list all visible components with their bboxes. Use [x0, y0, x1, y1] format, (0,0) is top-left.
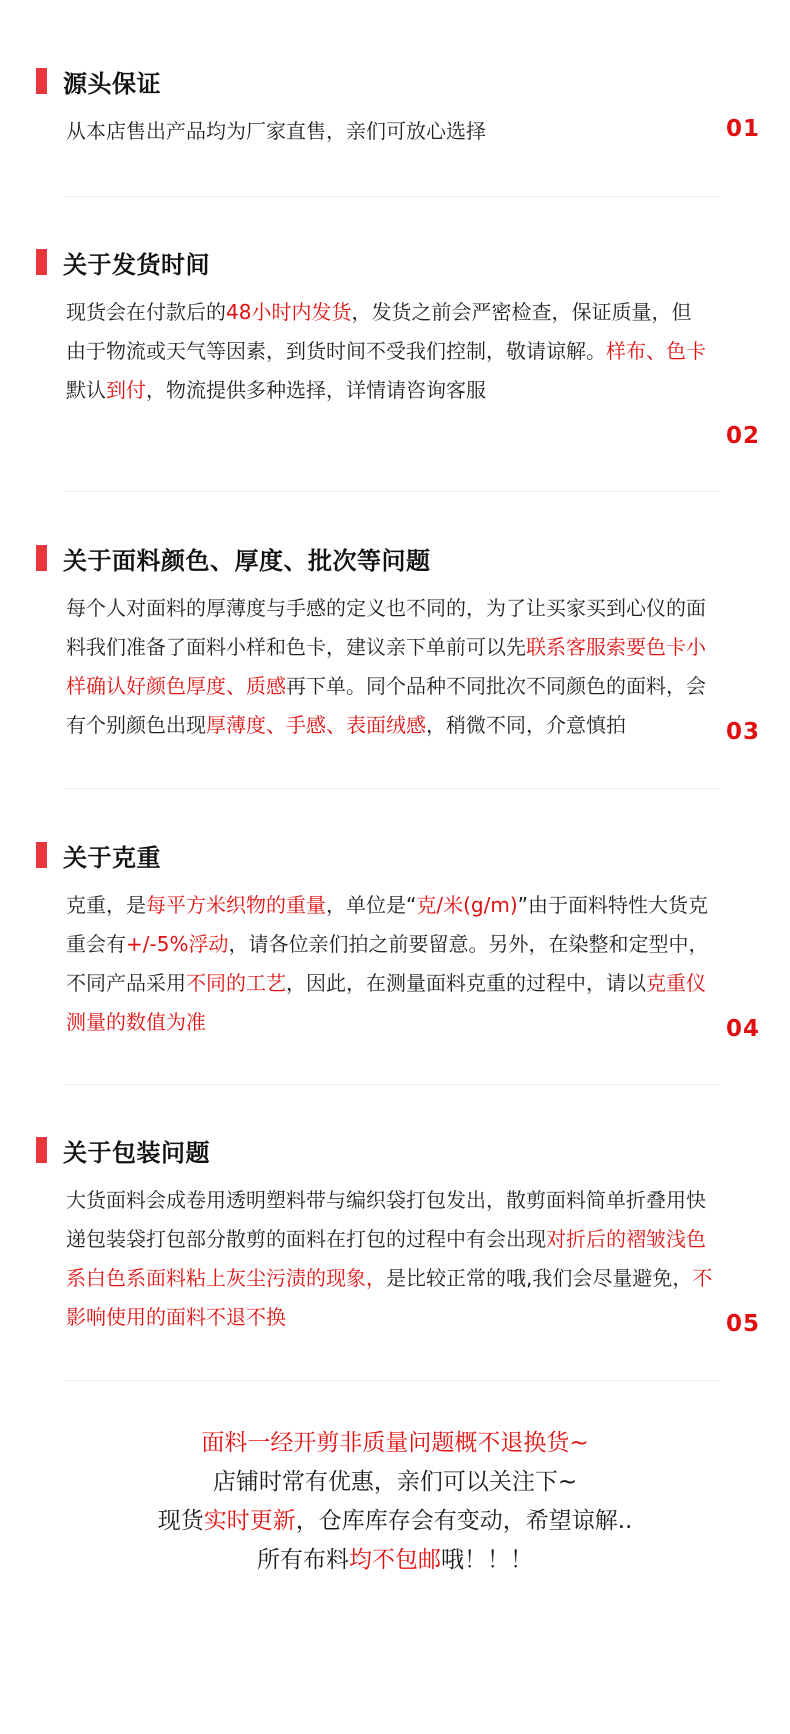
- body-text: ，稍微不同，介意慎拍: [426, 713, 626, 737]
- section-heading: [36, 1137, 210, 1167]
- highlight-text: 厚薄度、手感、表面绒感: [206, 713, 426, 737]
- section-heading: [36, 842, 161, 872]
- stock-notice-text: 现货: [157, 1508, 204, 1534]
- highlight-text: +/-5%浮动: [126, 932, 229, 956]
- highlight-text: 48小时内发货: [226, 300, 352, 324]
- highlight-text: 联系客服索要色卡小样确认好颜色厚度、质感: [66, 635, 706, 698]
- shipping-notice-text: 所有布料: [257, 1547, 349, 1573]
- accent-bar: [36, 545, 47, 571]
- accent-bar: [36, 68, 47, 94]
- highlight-text: 克/米(g/m): [416, 893, 518, 917]
- highlight-text: 克重仪测量的数值为准: [66, 971, 706, 1034]
- stock-notice: [0, 1502, 790, 1541]
- promo-notice: 店铺时常有优惠，亲们可以关注下~: [212, 1469, 578, 1495]
- section-number: 04: [725, 1016, 760, 1042]
- body-text: ，单位是“: [326, 893, 417, 917]
- body-text: 默认: [66, 378, 106, 402]
- section-title: 关于包装问题: [63, 1138, 210, 1167]
- section-body: [66, 1181, 716, 1337]
- stock-notice-text: ，仓库库存会有变动，希望谅解..: [295, 1508, 633, 1534]
- body-text: 现货会在付款后的: [66, 300, 226, 324]
- body-text: 再下单。同个品种不同批次不同颜色的面料，会有个别颜色出现: [66, 674, 706, 737]
- section-number: 05: [725, 1311, 760, 1337]
- section-body: [66, 112, 706, 151]
- highlight-text: 样布、色卡: [606, 339, 706, 363]
- body-text: ，因此，在测量面料克重的过程中，请以: [286, 971, 646, 995]
- highlight-text: 不同的工艺: [186, 971, 286, 995]
- body-text: ，物流提供多种选择，详情请咨询客服: [146, 378, 486, 402]
- section-number: 01: [725, 116, 760, 142]
- highlight-text: 每平方米织物的重量: [146, 893, 326, 917]
- section-heading: [36, 545, 431, 575]
- highlight-text: 到付: [106, 378, 146, 402]
- body-text: ，请各位亲们拍之前要留意。另外，在染整和定型中，不同产品采用: [66, 932, 709, 995]
- shipping-notice-highlight: 均不包邮: [349, 1547, 441, 1573]
- body-text: ”由于面料特性大货克重会有: [66, 893, 709, 956]
- shipping-notice-text: 哦！！！: [441, 1547, 533, 1573]
- body-text: 从本店售出产品均为厂家直售，亲们可放心选择: [66, 119, 486, 143]
- body-text: 克重，是: [66, 893, 146, 917]
- accent-bar: [36, 1137, 47, 1163]
- divider: [66, 1084, 720, 1085]
- section-body: [66, 589, 716, 745]
- section-title: 关于面料颜色、厚度、批次等问题: [63, 546, 431, 575]
- section-shipping-time: [0, 249, 790, 449]
- highlight-text: 对折后的褶皱浅色系白色系面料粘上灰尘污渍的现象，: [66, 1227, 706, 1290]
- body-text: 是比较正常的哦,我们会尽量避免，: [386, 1266, 693, 1290]
- section-weight: [0, 842, 790, 1042]
- body-text: 每个人对面料的厚薄度与手感的定义也不同的，为了让买家买到心仪的面料我们准备了面料小样和色卡，建议亲下单前可以先: [66, 596, 706, 659]
- shipping-notice: [0, 1541, 790, 1580]
- footer-notice: [0, 1424, 790, 1580]
- no-return-notice: 面料一经开剪非质量问题概不退换货~: [201, 1430, 589, 1456]
- section-source-guarantee: [0, 68, 790, 198]
- section-title: 关于发货时间: [63, 250, 210, 279]
- highlight-text: 不影响使用的面料不退不换: [66, 1266, 713, 1329]
- section-title: 关于克重: [63, 843, 161, 872]
- divider: [66, 196, 720, 197]
- section-title: 源头保证: [63, 69, 161, 98]
- section-fabric-color: [0, 545, 790, 745]
- section-number: 03: [725, 719, 760, 745]
- accent-bar: [36, 249, 47, 275]
- divider: [66, 788, 720, 789]
- section-heading: [36, 68, 161, 98]
- accent-bar: [36, 842, 47, 868]
- divider: [66, 1380, 720, 1381]
- section-body: [66, 293, 706, 410]
- stock-notice-highlight: 实时更新: [203, 1508, 296, 1534]
- section-packaging: [0, 1137, 790, 1337]
- section-number: 02: [725, 423, 760, 449]
- section-body: [66, 886, 716, 1042]
- body-text: 大货面料会成卷用透明塑料带与编织袋打包发出，散剪面料简单折叠用快递包装袋打包部分散剪的面料在打包的过程中有会出现: [66, 1188, 706, 1251]
- section-heading: [36, 249, 210, 279]
- body-text: ，发货之前会严密检查，保证质量，但由于物流或天气等因素，到货时间不受我们控制，敬请谅解。: [66, 300, 692, 363]
- divider: [66, 491, 720, 492]
